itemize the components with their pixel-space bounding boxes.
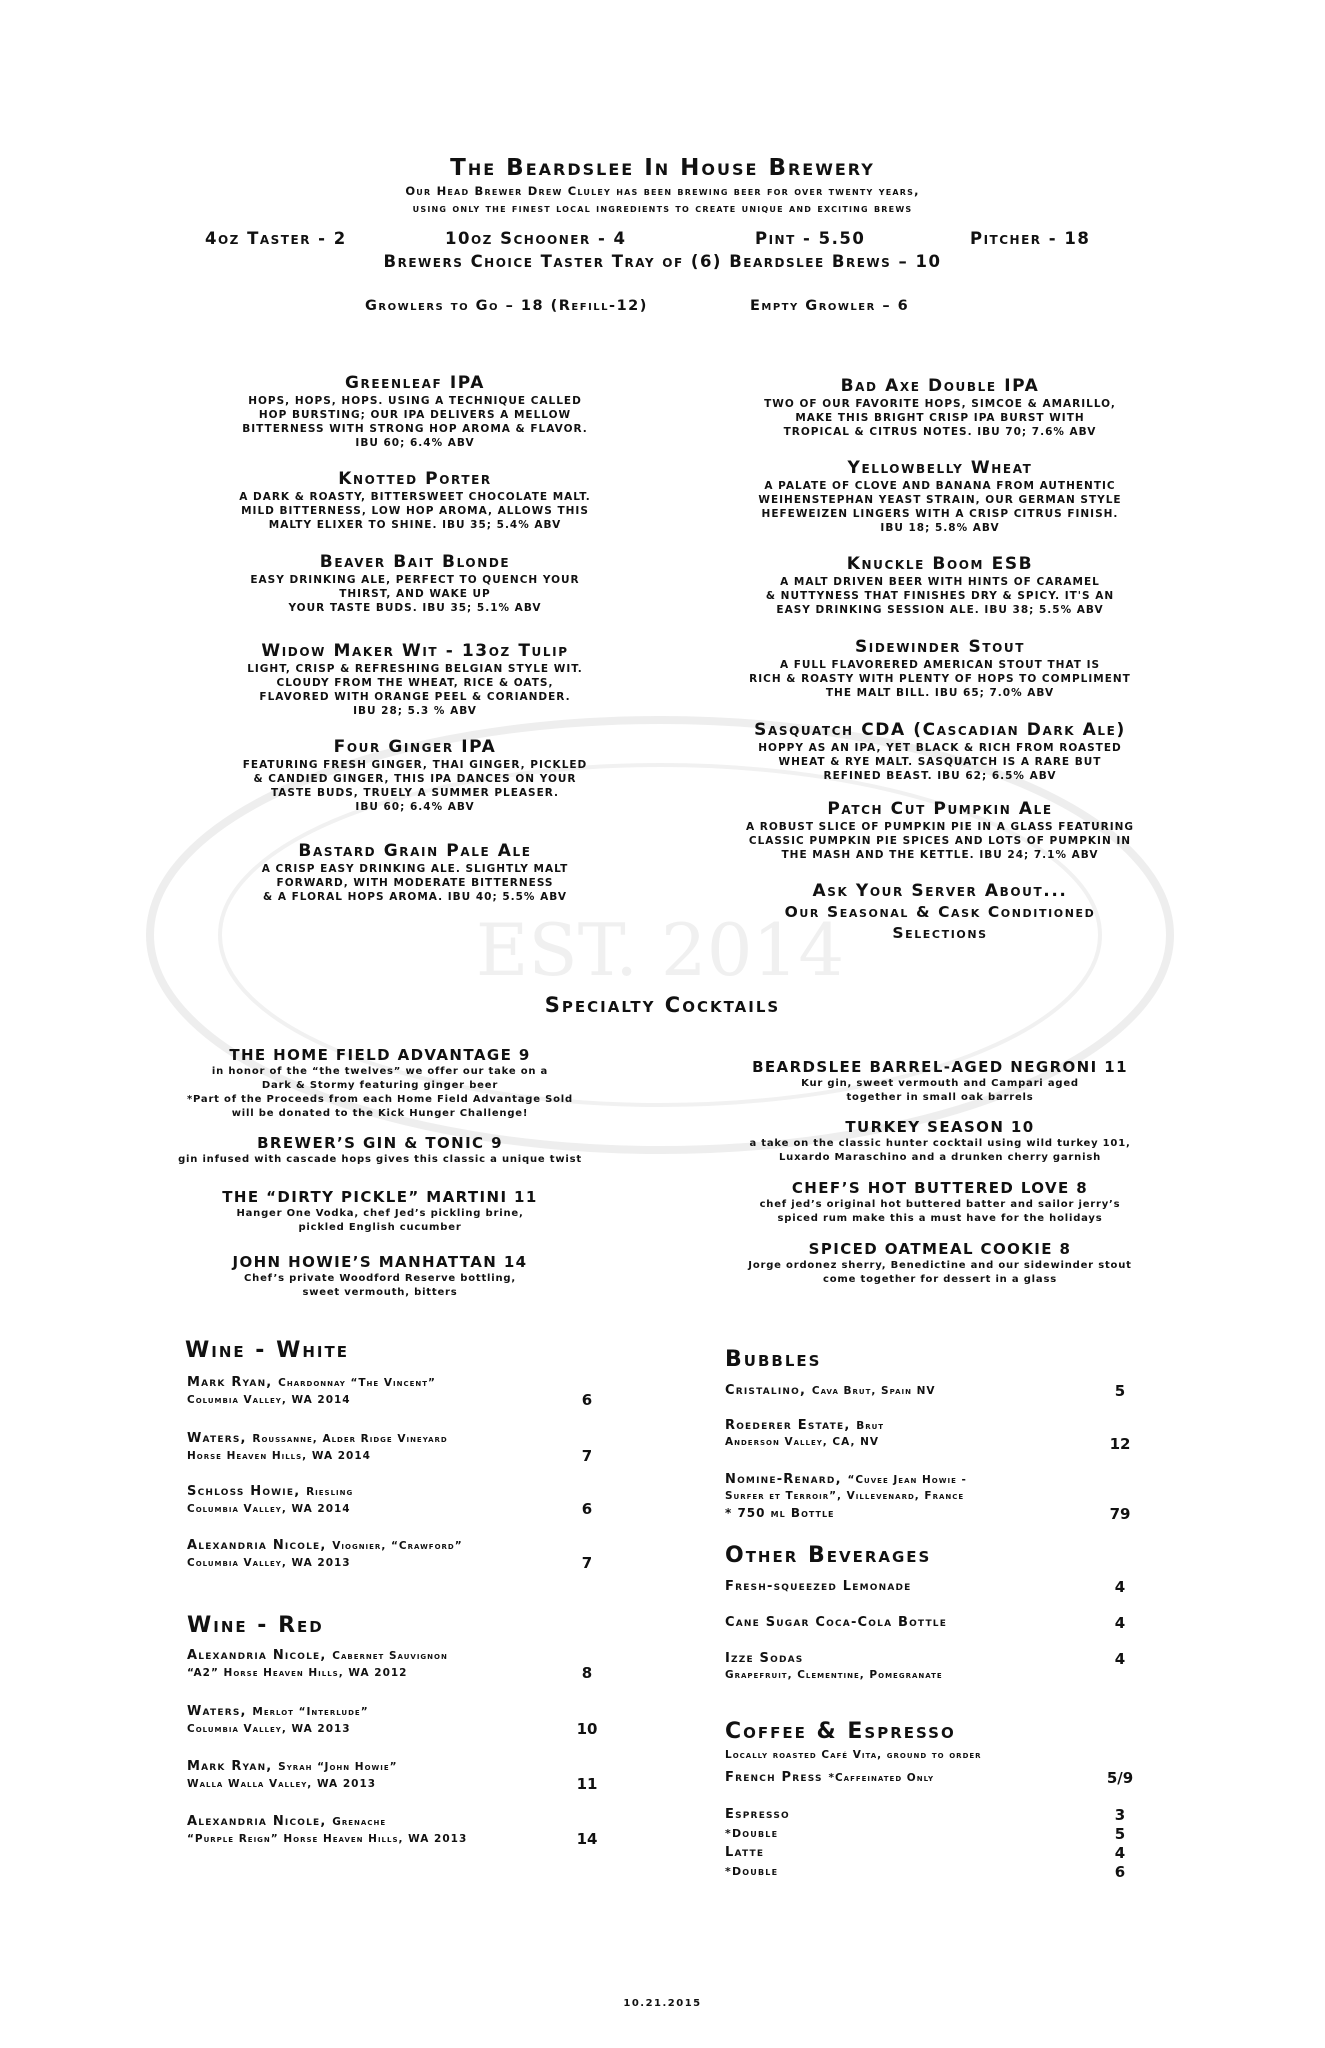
beer-desc: & NUTTYNESS THAT FINISHES DRY & SPICY. IT'S AN	[765, 590, 1115, 602]
cocktail-brewers-gin-tonic	[165, 1133, 595, 1167]
beer-desc: RICH & ROASTY WITH PLENTY OF HOPS TO COMPLIMENT	[749, 673, 1131, 685]
beer-desc: TROPICAL & CITRUS NOTES. IBU 70; 7.6% ABV	[783, 426, 1097, 438]
empty-growler: Empty Growler – 6	[750, 298, 910, 314]
beer-desc: MAKE THIS BRIGHT CRISP IPA BURST WITH	[795, 412, 1085, 424]
coffee-item	[725, 1806, 1140, 1824]
beer-desc: A CRISP EASY DRINKING ALE. SLIGHTLY MALT	[261, 863, 569, 875]
bubbles-name: Cristalino,	[725, 1383, 807, 1398]
beverage-flavors: Grapefruit, Clementine, Pomegranate	[725, 1669, 943, 1681]
cocktail-name: JOHN HOWIE’S MANHATTAN 14	[232, 1253, 528, 1271]
coffee-item	[725, 1825, 1140, 1843]
beer-sasquatch-cda	[690, 719, 1190, 783]
wine-varietal: Roussanne, Alder Ridge Vineyard	[252, 1433, 448, 1445]
beverage-price: 4	[1114, 1650, 1126, 1668]
coffee-subtitle-row	[725, 1748, 1140, 1763]
beer-desc: THIRST, AND WAKE UP	[339, 588, 491, 600]
cocktail-name: SPICED OATMEAL COOKIE 8	[808, 1240, 1072, 1258]
beer-desc: A ROBUST SLICE OF PUMPKIN PIE IN A GLASS FEATURING	[745, 821, 1135, 833]
bubbles-region: Anderson Valley, CA, NV	[725, 1436, 880, 1448]
cocktail-desc: Dark & Stormy featuring ginger beer	[261, 1080, 499, 1091]
beer-patch-cut-pumpkin-ale	[690, 798, 1190, 862]
wine-name: Alexandria Nicole,	[187, 1648, 327, 1663]
beer-bastard-grain-pale-ale	[190, 840, 640, 904]
cocktail-desc: chef jed’s original hot buttered batter and sailor jerry’s	[759, 1199, 1121, 1210]
beer-desc: A FULL FLAVORERED AMERICAN STOUT THAT IS	[779, 659, 1101, 671]
cocktail-desc: sweet vermouth, bitters	[302, 1287, 458, 1298]
bubbles-bottle-note: * 750 ml Bottle	[725, 1506, 835, 1520]
beer-bad-axe-double-ipa	[690, 375, 1190, 439]
cocktail-name: TURKEY SEASON 10	[845, 1118, 1035, 1136]
beer-desc: IBU 18; 5.8% ABV	[880, 522, 1000, 534]
beer-desc: IBU 60; 6.4% ABV	[355, 437, 475, 449]
bubbles-name: Nomine-Renard,	[725, 1472, 842, 1487]
beer-desc: CLASSIC PUMPKIN PIE SPICES AND LOTS OF PUMPKIN IN	[748, 835, 1132, 847]
wine-region: Horse Heaven Hills, WA 2014	[187, 1450, 371, 1462]
beer-desc: & A FLORAL HOPS AROMA. IBU 40; 5.5% ABV	[263, 891, 567, 903]
cocktail-barrel-aged-negroni	[690, 1057, 1190, 1105]
beer-desc: REFINED BEAST. IBU 62; 6.5% ABV	[823, 770, 1057, 782]
coffee-item	[725, 1844, 1140, 1862]
beer-knotted-porter	[190, 468, 640, 532]
cocktail-desc: Hanger One Vodka, chef Jed’s pickling brine,	[236, 1208, 524, 1219]
cocktail-desc: together in small oak barrels	[846, 1092, 1034, 1103]
beer-name: Knuckle Boom ESB	[846, 554, 1034, 574]
wine-item	[187, 1813, 607, 1848]
cocktail-desc: in honor of the “the twelves” we offer our take on a	[211, 1066, 549, 1077]
cocktail-desc: pickled English cucumber	[298, 1222, 462, 1233]
beer-desc: HOPPY AS AN IPA, YET BLACK & RICH FROM ROASTED	[758, 742, 1122, 754]
wine-price: 6	[581, 1500, 593, 1518]
beer-name: Sidewinder Stout	[854, 637, 1026, 657]
bubbles-title: Bubbles	[725, 1347, 822, 1372]
wine-item	[187, 1374, 607, 1409]
beer-desc: CLOUDY FROM THE WHEAT, RICE & OATS,	[276, 677, 554, 689]
wine-price: 8	[581, 1664, 593, 1682]
wine-price: 11	[576, 1775, 598, 1793]
bubbles-desc: “Cuvee Jean Howie -	[847, 1474, 967, 1486]
beer-greenleaf-ipa	[190, 372, 640, 450]
cocktail-desc: Chef’s private Woodford Reserve bottling,	[244, 1273, 516, 1284]
beer-name: Knotted Porter	[338, 469, 492, 489]
coffee-name: Latte	[725, 1845, 765, 1860]
beverage-item	[725, 1650, 1140, 1683]
beer-desc: TASTE BUDS, TRUELY A SUMMER PLEASER.	[270, 787, 560, 799]
beer-desc: A MALT DRIVEN BEER WITH HINTS OF CARAMEL	[780, 576, 1100, 588]
cocktail-hot-buttered-love	[690, 1178, 1190, 1226]
brewery-title: The Beardslee In House Brewery	[450, 155, 875, 181]
cocktail-name: BEARDSLEE BARREL-AGED NEGRONI 11	[752, 1058, 1128, 1076]
wine-region: Columbia Valley, WA 2014	[187, 1503, 351, 1515]
cocktail-dirty-pickle-martini	[165, 1187, 595, 1235]
beer-beaver-bait-blonde	[190, 551, 640, 615]
bubbles-name: Roederer Estate,	[725, 1418, 851, 1433]
cocktail-desc: come together for dessert in a glass	[823, 1274, 1057, 1285]
wine-varietal: Viognier, “Crawford”	[332, 1540, 463, 1552]
coffee-name: Espresso	[725, 1807, 790, 1822]
wine-name: Mark Ryan,	[187, 1759, 273, 1774]
beer-name: Sasquatch CDA (Cascadian Dark Ale)	[754, 720, 1126, 740]
wine-name: Mark Ryan,	[187, 1375, 273, 1390]
cocktail-desc: *Part of the Proceeds from each Home Field Advantage Sold	[187, 1094, 573, 1105]
other-beverages-title: Other Beverages	[725, 1543, 932, 1568]
beverage-name: Izze Sodas	[725, 1651, 804, 1666]
french-press-name: French Press	[725, 1770, 823, 1785]
beer-desc: EASY DRINKING ALE, PERFECT TO QUENCH YOUR	[250, 574, 580, 586]
beer-desc: LIGHT, CRISP & REFRESHING BELGIAN STYLE WIT.	[247, 663, 583, 675]
wine-price: 7	[581, 1554, 593, 1572]
wine-price: 14	[576, 1830, 598, 1848]
beverage-item	[725, 1614, 1140, 1632]
wine-region: Walla Walla Valley, WA 2013	[187, 1778, 377, 1790]
beer-desc: IBU 60; 6.4% ABV	[355, 801, 475, 813]
french-press-note: *Caffeinated Only	[828, 1772, 935, 1784]
beer-name: Widow Maker Wit - 13oz Tulip	[261, 641, 569, 661]
beer-desc: A DARK & ROASTY, BITTERSWEET CHOCOLATE MALT.	[239, 491, 591, 503]
beer-name: Patch Cut Pumpkin Ale	[827, 799, 1053, 819]
ask-server-line-2: Our Seasonal & Cask Conditioned	[784, 903, 1096, 921]
cocktail-john-howies-manhattan	[165, 1252, 595, 1300]
ask-server-block	[690, 880, 1190, 944]
coffee-price: 5	[1114, 1825, 1126, 1843]
wine-price: 10	[576, 1720, 598, 1738]
bubbles-item	[725, 1471, 1140, 1522]
wine-name: Schloss Howie,	[187, 1484, 301, 1499]
cocktail-home-field-advantage	[165, 1045, 595, 1121]
cocktail-name: THE HOME FIELD ADVANTAGE 9	[229, 1046, 531, 1064]
cocktail-desc: spiced rum make this a must have for the holidays	[777, 1213, 1103, 1224]
beer-name: Bastard Grain Pale Ale	[298, 841, 532, 861]
wine-price: 7	[581, 1447, 593, 1465]
wine-varietal: Grenache	[332, 1816, 387, 1828]
price-schooner: 10oz Schooner - 4	[445, 229, 627, 248]
brewery-intro-line-2: using only the finest local ingredients to create unique and exciting brews	[412, 201, 913, 215]
growlers-to-go: Growlers to Go – 18 (Refill-12)	[365, 298, 648, 314]
bubbles-price: 5	[1114, 1382, 1126, 1400]
beer-four-ginger-ipa	[190, 736, 640, 814]
cocktail-desc: Luxardo Maraschino and a drunken cherry garnish	[779, 1152, 1101, 1163]
wine-item	[187, 1647, 607, 1682]
cocktail-desc: a take on the classic hunter cocktail using wild turkey 101,	[749, 1138, 1131, 1149]
beer-desc: YOUR TASTE BUDS. IBU 35; 5.1% ABV	[288, 602, 542, 614]
beer-yellowbelly-wheat	[690, 457, 1190, 535]
beer-desc: & CANDIED GINGER, THIS IPA DANCES ON YOUR	[253, 773, 577, 785]
cocktail-spiced-oatmeal-cookie	[690, 1239, 1190, 1287]
cocktails-title: Specialty Cocktails	[544, 993, 781, 1017]
wine-item	[187, 1430, 607, 1465]
bubbles-price: 12	[1109, 1435, 1131, 1453]
beer-desc: WHEAT & RYE MALT. SASQUATCH IS A RARE BUT	[778, 756, 1102, 768]
beer-name: Four Ginger IPA	[333, 737, 497, 757]
ask-server-line-3: Selections	[892, 924, 988, 942]
beer-desc: HOP BURSTING; OUR IPA DELIVERS A MELLOW	[258, 409, 572, 421]
beer-desc: FLAVORED WITH ORANGE PEEL & CORIANDER.	[259, 691, 571, 703]
cocktail-name: THE “DIRTY PICKLE” MARTINI 11	[222, 1188, 538, 1206]
beer-name: Beaver Bait Blonde	[319, 552, 511, 572]
wine-region: “Purple Reign” Horse Heaven Hills, WA 2013	[187, 1833, 468, 1845]
ask-server-line-1: Ask Your Server About...	[812, 881, 1068, 901]
wine-name: Waters,	[187, 1704, 247, 1719]
wine-item	[187, 1537, 607, 1572]
wine-item	[187, 1483, 607, 1518]
wine-white-title: Wine - White	[185, 1338, 349, 1363]
cocktail-name: BREWER’S GIN & TONIC 9	[257, 1134, 503, 1152]
wine-red-title: Wine - Red	[187, 1613, 324, 1638]
price-taster: 4oz Taster - 2	[205, 229, 347, 248]
beer-knuckle-boom-esb	[690, 553, 1190, 617]
wine-name: Alexandria Nicole,	[187, 1814, 327, 1829]
coffee-name: *Double	[725, 1827, 779, 1840]
french-press-row	[725, 1769, 1140, 1787]
wine-varietal: Merlot “Interlude”	[252, 1706, 369, 1718]
bubbles-desc: Brut	[856, 1420, 885, 1432]
wine-name: Waters,	[187, 1431, 247, 1446]
french-press-price: 5/9	[1106, 1769, 1134, 1787]
price-pitcher: Pitcher - 18	[970, 229, 1091, 248]
beer-desc: MILD BITTERNESS, LOW HOP AROMA, ALLOWS THIS	[241, 505, 589, 517]
wine-region: “A2” Horse Heaven Hills, WA 2012	[187, 1667, 408, 1679]
wine-region: Columbia Valley, WA 2013	[187, 1557, 351, 1569]
cocktail-desc: Jorge ordonez sherry, Benedictine and our sidewinder stout	[748, 1260, 1132, 1271]
cocktail-turkey-season	[690, 1117, 1190, 1165]
brewery-intro-line-1: Our Head Brewer Drew Cluley has been brewing beer for over twenty years,	[405, 184, 920, 198]
wine-varietal: Cabernet Sauvignon	[332, 1650, 448, 1662]
beer-desc: MALTY ELIXER TO SHINE. IBU 35; 5.4% ABV	[268, 519, 562, 531]
footer-date: 10.21.2015	[623, 1998, 702, 2009]
beer-desc: IBU 28; 5.3 % ABV	[353, 705, 477, 717]
beer-desc: FORWARD, WITH MODERATE BITTERNESS	[276, 877, 554, 889]
beer-sidewinder-stout	[690, 636, 1190, 700]
beverage-name: Fresh-squeezed Lemonade	[725, 1579, 912, 1594]
wine-varietal: Riesling	[306, 1486, 354, 1498]
bubbles-desc: Cava Brut, Spain NV	[811, 1385, 936, 1397]
bubbles-price: 79	[1109, 1505, 1131, 1523]
beer-desc: HEFEWEIZEN LINGERS WITH A CRISP CITRUS FINISH.	[761, 508, 1119, 520]
wine-name: Alexandria Nicole,	[187, 1538, 327, 1553]
bubbles-region: Surfer et Terroir”, Villevenard, France	[725, 1490, 965, 1502]
taster-tray: Brewers Choice Taster Tray of (6) Beardslee Brews – 10	[383, 252, 942, 271]
beer-desc: BITTERNESS WITH STRONG HOP AROMA & FLAVOR.	[242, 423, 588, 435]
coffee-price: 4	[1114, 1844, 1126, 1862]
beverage-item	[725, 1578, 1140, 1596]
wine-varietal: Syrah “John Howie”	[278, 1761, 398, 1773]
coffee-subtitle: Locally roasted Café Vita, ground to order	[725, 1749, 982, 1761]
beer-desc: WEIHENSTEPHAN YEAST STRAIN, OUR GERMAN STYLE	[758, 494, 1122, 506]
cocktail-name: CHEF’S HOT BUTTERED LOVE 8	[791, 1179, 1089, 1197]
wine-item	[187, 1703, 607, 1738]
bubbles-item	[725, 1417, 1140, 1453]
coffee-price: 6	[1114, 1863, 1126, 1881]
wine-varietal: Chardonnay “The Vincent”	[278, 1377, 436, 1389]
beer-desc: A PALATE OF CLOVE AND BANANA FROM AUTHENTIC	[764, 480, 1116, 492]
beverage-name: Cane Sugar Coca-Cola Bottle	[725, 1615, 948, 1630]
wine-item	[187, 1758, 607, 1793]
beer-name: Bad Axe Double IPA	[840, 376, 1040, 396]
cocktail-desc: will be donated to the Kick Hunger Challenge!	[231, 1108, 529, 1119]
wine-price: 6	[581, 1391, 593, 1409]
cocktail-desc: gin infused with cascade hops gives this classic a unique twist	[178, 1154, 582, 1165]
beer-desc: FEATURING FRESH GINGER, THAI GINGER, PICKLED	[242, 759, 588, 771]
beer-widow-maker-wit	[190, 640, 640, 718]
beer-desc: THE MALT BILL. IBU 65; 7.0% ABV	[825, 687, 1055, 699]
cocktail-desc: Kur gin, sweet vermouth and Campari aged	[801, 1078, 1079, 1089]
wine-region: Columbia Valley, WA 2013	[187, 1723, 351, 1735]
beer-name: Yellowbelly Wheat	[847, 458, 1033, 478]
coffee-name: *Double	[725, 1865, 779, 1878]
beer-desc: THE MASH AND THE KETTLE. IBU 24; 7.1% ABV	[781, 849, 1099, 861]
beer-name: Greenleaf IPA	[344, 373, 486, 393]
beverage-price: 4	[1114, 1614, 1126, 1632]
beer-desc: EASY DRINKING SESSION ALE. IBU 38; 5.5% ABV	[776, 604, 1104, 616]
beer-desc: TWO OF OUR FAVORITE HOPS, SIMCOE & AMARILLO,	[764, 398, 1116, 410]
beverage-price: 4	[1114, 1578, 1126, 1596]
price-pint: Pint - 5.50	[755, 229, 866, 248]
coffee-title: Coffee & Espresso	[725, 1719, 956, 1744]
bubbles-item	[725, 1382, 1140, 1400]
wine-region: Columbia Valley, WA 2014	[187, 1394, 351, 1406]
watermark-text: EST. 2014	[475, 908, 845, 992]
coffee-item	[725, 1863, 1140, 1881]
beer-desc: HOPS, HOPS, HOPS. USING A TECHNIQUE CALLED	[248, 395, 582, 407]
coffee-price: 3	[1114, 1806, 1126, 1824]
